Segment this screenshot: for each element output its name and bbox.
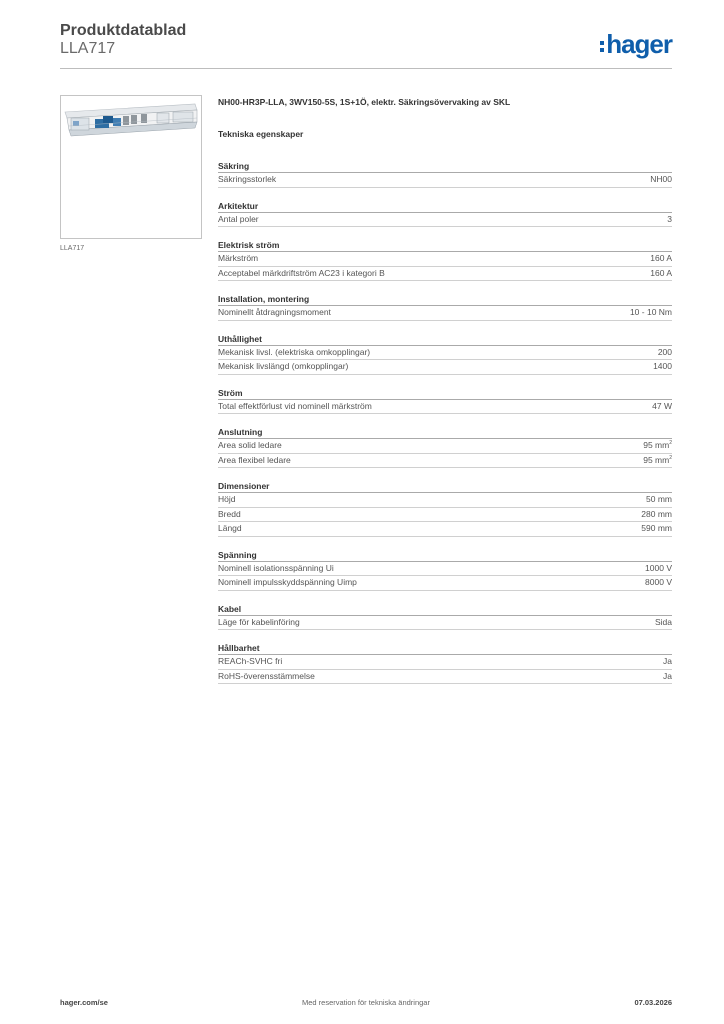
spec-row [218, 522, 672, 537]
spec-row [218, 213, 672, 228]
spec-row [218, 439, 672, 454]
spec-label: RoHS-överensstämmelse [218, 670, 315, 681]
logo-text: hager [606, 29, 672, 59]
spec-label: Läge för kabelinföring [218, 616, 300, 627]
spec-label: Nominell isolationsspänning Ui [218, 562, 334, 573]
spec-value-text: 3 [667, 213, 672, 224]
section-title: Kabel [218, 604, 672, 616]
spec-section [218, 591, 672, 631]
spec-sections [218, 146, 672, 684]
spec-label: Nominellt åtdragningsmoment [218, 307, 331, 317]
fuse-switch-product-photo-icon [61, 96, 201, 238]
product-code: LLA717 [60, 40, 116, 57]
section-title: Installation, montering [218, 294, 672, 306]
section-title: Hållbarhet [218, 643, 672, 655]
spec-section [218, 537, 672, 591]
document-title: Produktdatablad [60, 22, 187, 39]
spec-row [218, 360, 672, 375]
image-caption: LLA717 [60, 245, 85, 252]
spec-value-text: 1000 V [645, 562, 672, 573]
spec-value-text: Sida [654, 616, 672, 627]
spec-label: Antal poler [218, 213, 259, 224]
spec-value [667, 213, 672, 226]
section-title: Spänning [218, 550, 672, 562]
spec-value [641, 508, 672, 521]
spec-row [218, 493, 672, 508]
spec-section [218, 630, 672, 684]
spec-value-text: 1400 [653, 361, 672, 371]
spec-row [218, 267, 672, 282]
spec-label: Total effektförlust vid nominell märkström [218, 400, 372, 411]
spec-section [218, 375, 672, 415]
spec-value [630, 306, 672, 319]
spec-value-text: 590 mm [641, 523, 672, 533]
spec-value [650, 267, 672, 280]
spec-label: Bredd [218, 508, 241, 519]
spec-row [218, 173, 672, 188]
footer-website-link[interactable]: hager.com/se [60, 998, 108, 1007]
spec-label: REACh-SVHC fri [218, 656, 283, 666]
spec-value-text: 200 [657, 346, 672, 357]
spec-value [658, 346, 672, 359]
spec-label: Mekanisk livsl. (elektriska omkopplingar) [218, 346, 371, 357]
spec-value [643, 439, 672, 452]
spec-label: Märkström [218, 253, 259, 263]
section-title: Uthållighet [218, 334, 672, 346]
spec-section [218, 321, 672, 375]
spec-value [663, 655, 672, 668]
footer-disclaimer: Med reservation för tekniska ändringar [302, 998, 430, 1007]
spec-value-text: 95 mm [643, 454, 670, 465]
spec-section [218, 281, 672, 321]
footer-date: 07.03.2026 [634, 998, 672, 1007]
spec-value [650, 252, 672, 265]
product-image [60, 95, 202, 239]
spec-value [655, 616, 672, 629]
spec-value [641, 522, 672, 535]
header-divider [60, 68, 672, 69]
spec-value [653, 360, 672, 373]
spec-value-text: 8000 V [645, 577, 672, 587]
spec-row [218, 346, 672, 361]
section-title: Dimensioner [218, 481, 672, 493]
section-title: Elektrisk ström [218, 240, 672, 252]
spec-row [218, 655, 672, 670]
spec-section [218, 188, 672, 228]
spec-value [663, 670, 672, 683]
spec-value [645, 576, 672, 589]
spec-value [645, 562, 672, 575]
spec-label: Area flexibel ledare [218, 454, 291, 465]
spec-value-text: Ja [663, 656, 672, 666]
page-header [60, 20, 672, 70]
section-title: Arkitektur [218, 201, 672, 213]
spec-content [218, 97, 672, 684]
hager-logo [600, 28, 672, 60]
spec-row [218, 562, 672, 577]
spec-row [218, 508, 672, 523]
spec-value [646, 493, 672, 506]
unit-superscript: 2 [669, 440, 672, 447]
section-title: Anslutning [218, 427, 672, 439]
product-description: NH00-HR3P-LLA, 3WV150-5S, 1S+1Ö, elektr. Säkringsövervaking av SKL [218, 97, 511, 107]
spec-value-text: NH00 [650, 174, 672, 184]
unit-superscript: 2 [669, 454, 672, 461]
spec-value-text: 280 mm [641, 508, 672, 519]
spec-value-text: 10 - 10 Nm [629, 307, 672, 317]
spec-section [218, 414, 672, 468]
spec-value-text: 50 mm [646, 494, 672, 504]
section-title: Ström [218, 388, 672, 400]
spec-value-text: 47 W [652, 400, 672, 411]
spec-value [643, 454, 672, 467]
spec-row [218, 252, 672, 267]
spec-row [218, 306, 672, 321]
spec-label: Mekanisk livslängd (omkopplingar) [218, 361, 349, 371]
spec-section [218, 468, 672, 537]
logo-dots-icon [600, 41, 604, 52]
spec-label: Area solid ledare [218, 440, 282, 450]
spec-label: Höjd [218, 494, 236, 504]
tech-heading: Tekniska egenskaper [218, 129, 304, 139]
spec-label: Acceptabel märkdriftström AC23 i kategori B [218, 267, 385, 278]
section-title: Säkring [218, 161, 672, 173]
spec-value [652, 400, 672, 413]
spec-value [650, 173, 672, 186]
spec-section [218, 146, 672, 188]
spec-value-text: 95 mm [643, 440, 670, 450]
spec-value-text: 160 A [650, 267, 672, 278]
spec-row [218, 576, 672, 591]
spec-label: Nominell impulsskyddspänning Uimp [218, 577, 357, 587]
spec-row [218, 670, 672, 685]
spec-value-text: 160 A [650, 253, 672, 263]
spec-row [218, 400, 672, 415]
spec-label: Längd [218, 523, 242, 533]
spec-section [218, 227, 672, 281]
spec-value-text: Ja [663, 670, 672, 681]
spec-row [218, 616, 672, 631]
spec-row [218, 454, 672, 469]
spec-label: Säkringsstorlek [218, 174, 277, 184]
